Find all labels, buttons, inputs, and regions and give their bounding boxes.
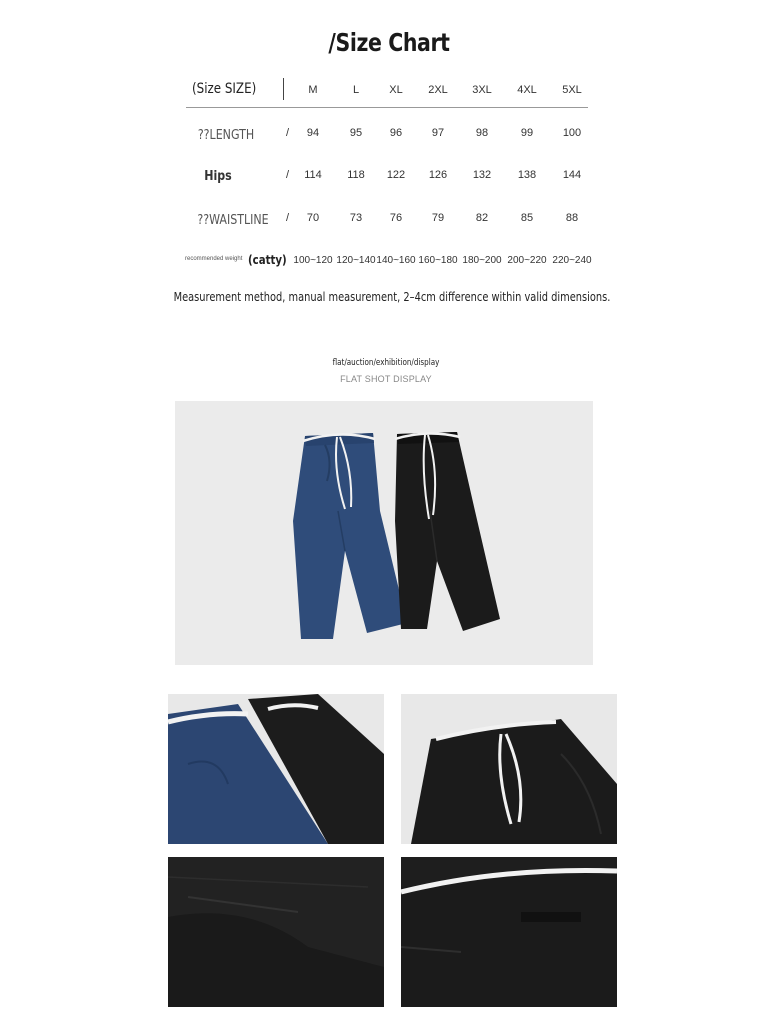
header-underline xyxy=(186,107,588,108)
size-col-header: 4XL xyxy=(517,84,537,96)
detail-photo-waistbands xyxy=(168,694,384,844)
table-cell: 79 xyxy=(431,212,445,224)
table-cell: 96 xyxy=(389,127,403,139)
size-col-header: XL xyxy=(389,84,403,96)
row-label-recommended-weight: recommended weight xyxy=(185,256,243,262)
row-label-hips: Hips xyxy=(204,169,232,184)
table-cell: 180~200 xyxy=(462,255,502,266)
table-cell: 160~180 xyxy=(418,255,458,266)
header-divider xyxy=(283,78,284,100)
row-label-unit: (catty) xyxy=(248,253,287,267)
row-separator: / xyxy=(286,169,290,181)
table-cell: 70 xyxy=(306,212,320,224)
table-cell: 73 xyxy=(349,212,363,224)
table-cell: 85 xyxy=(520,212,534,224)
table-cell: 99 xyxy=(520,127,534,139)
flat-shot-photo xyxy=(175,401,593,665)
detail-photo-black-waist xyxy=(401,694,617,844)
size-header-label: (Size SIZE) xyxy=(192,81,257,97)
detail-photo-hem xyxy=(168,857,384,1007)
table-cell: 97 xyxy=(431,127,445,139)
table-cell: 132 xyxy=(472,169,492,181)
table-cell: 88 xyxy=(565,212,579,224)
measurement-note: Measurement method, manual measurement, 2–4cm difference within valid dimensions. xyxy=(173,290,611,304)
row-label-length: ??LENGTH xyxy=(197,128,255,143)
table-cell: 114 xyxy=(304,169,322,181)
size-col-header: 3XL xyxy=(472,84,492,96)
row-label-waistline: ??WAISTLINE xyxy=(197,213,269,228)
table-cell: 98 xyxy=(475,127,489,139)
row-separator: / xyxy=(286,127,290,139)
table-cell: 76 xyxy=(389,212,403,224)
size-col-header: M xyxy=(308,84,318,96)
table-cell: 138 xyxy=(517,169,537,181)
table-cell: 140~160 xyxy=(376,255,416,266)
detail-photo-back-pocket xyxy=(401,857,617,1007)
table-cell: 144 xyxy=(562,169,582,181)
table-cell: 122 xyxy=(386,169,406,181)
row-separator: / xyxy=(286,212,290,224)
flat-shot-subtitle: flat/auction/exhibition/display xyxy=(332,358,440,368)
flat-shot-caption: FLAT SHOT DISPLAY xyxy=(340,374,432,384)
table-cell: 100 xyxy=(562,127,582,139)
table-cell: 82 xyxy=(475,212,489,224)
size-chart-title: /Size Chart xyxy=(328,28,450,57)
table-cell: 95 xyxy=(349,127,363,139)
table-cell: 100~120 xyxy=(293,255,333,266)
table-cell: 120~140 xyxy=(336,255,376,266)
size-col-header: 2XL xyxy=(428,84,448,96)
table-cell: 118 xyxy=(347,169,365,181)
size-col-header: 5XL xyxy=(562,84,582,96)
size-col-header: L xyxy=(352,84,360,96)
table-cell: 200~220 xyxy=(507,255,547,266)
table-cell: 220~240 xyxy=(552,255,592,266)
table-cell: 126 xyxy=(428,169,448,181)
table-cell: 94 xyxy=(306,127,320,139)
